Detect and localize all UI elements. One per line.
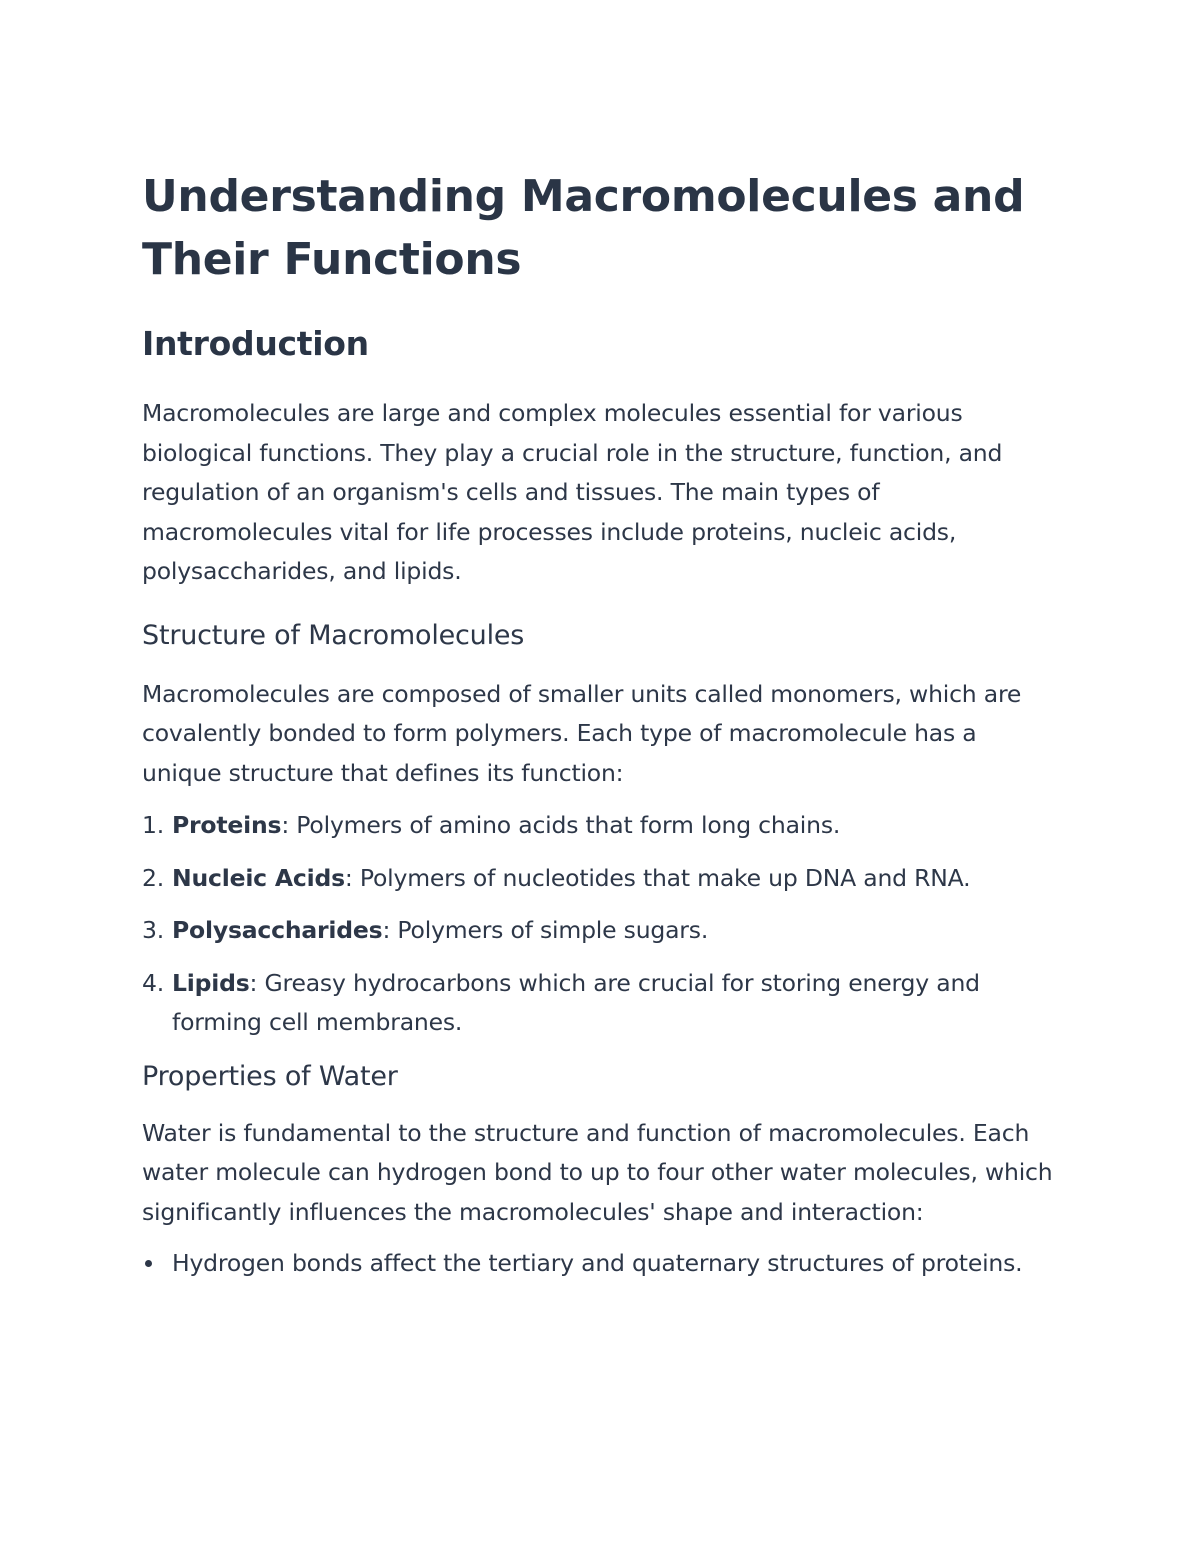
list-item-term: Proteins xyxy=(172,811,282,839)
introduction-paragraph: Macromolecules are large and complex molecules essential for various biological functions. They play a crucial role in the structure, function, and regulation of an organism's cells and tissues. The main types of macromolecules vital for life processes include proteins, nucleic acids, polysaccharides, and lipids. xyxy=(142,399,1003,585)
list-item xyxy=(142,859,1062,899)
water-heading: Properties of Water xyxy=(142,1060,398,1092)
introduction-heading: Introduction xyxy=(142,324,369,363)
bullet-text: Hydrogen bonds affect the tertiary and quaternary structures of proteins. xyxy=(172,1249,1023,1277)
list-item-description: : Polymers of amino acids that form long chains. xyxy=(281,811,841,839)
list-item xyxy=(142,964,1062,1043)
bullet-icon xyxy=(145,1260,152,1267)
structure-paragraph: Macromolecules are composed of smaller units called monomers, which are covalently bonded to form polymers. Each type of macromolecule has a unique structure that defines its function: xyxy=(142,679,1022,787)
list-item-term: Lipids xyxy=(172,968,250,997)
list-item-term: Polysaccharides xyxy=(172,916,383,944)
list-item-description: : Polymers of simple sugars. xyxy=(382,916,709,944)
list-item xyxy=(142,806,1062,846)
list-item-description: : Polymers of nucleotides that make up DNA and RNA. xyxy=(344,863,971,892)
document-page xyxy=(142,165,1062,1284)
document-title: Understanding Macromolecules and Their Functions xyxy=(142,171,1025,285)
list-item-number: 2. xyxy=(142,863,165,892)
list-item-term: Nucleic Acids xyxy=(172,863,345,892)
list-item xyxy=(142,1244,1062,1284)
list-item-number: 4. xyxy=(142,968,165,997)
water-bullet-list xyxy=(142,1244,1062,1284)
structure-heading: Structure of Macromolecules xyxy=(142,619,525,651)
list-item-description: : Greasy hydrocarbons which are crucial for storing energy and forming cell membranes. xyxy=(172,968,980,1036)
list-item xyxy=(142,911,1062,951)
water-paragraph: Water is fundamental to the structure and function of macromolecules. Each water molecule can hydrogen bond to up to four other water molecules, which significantly influences the macromolecules' shape and interaction: xyxy=(142,1118,1053,1226)
list-item-number: 1. xyxy=(142,811,165,839)
macromolecule-types-list xyxy=(142,806,1062,1043)
list-item-number: 3. xyxy=(142,916,165,944)
